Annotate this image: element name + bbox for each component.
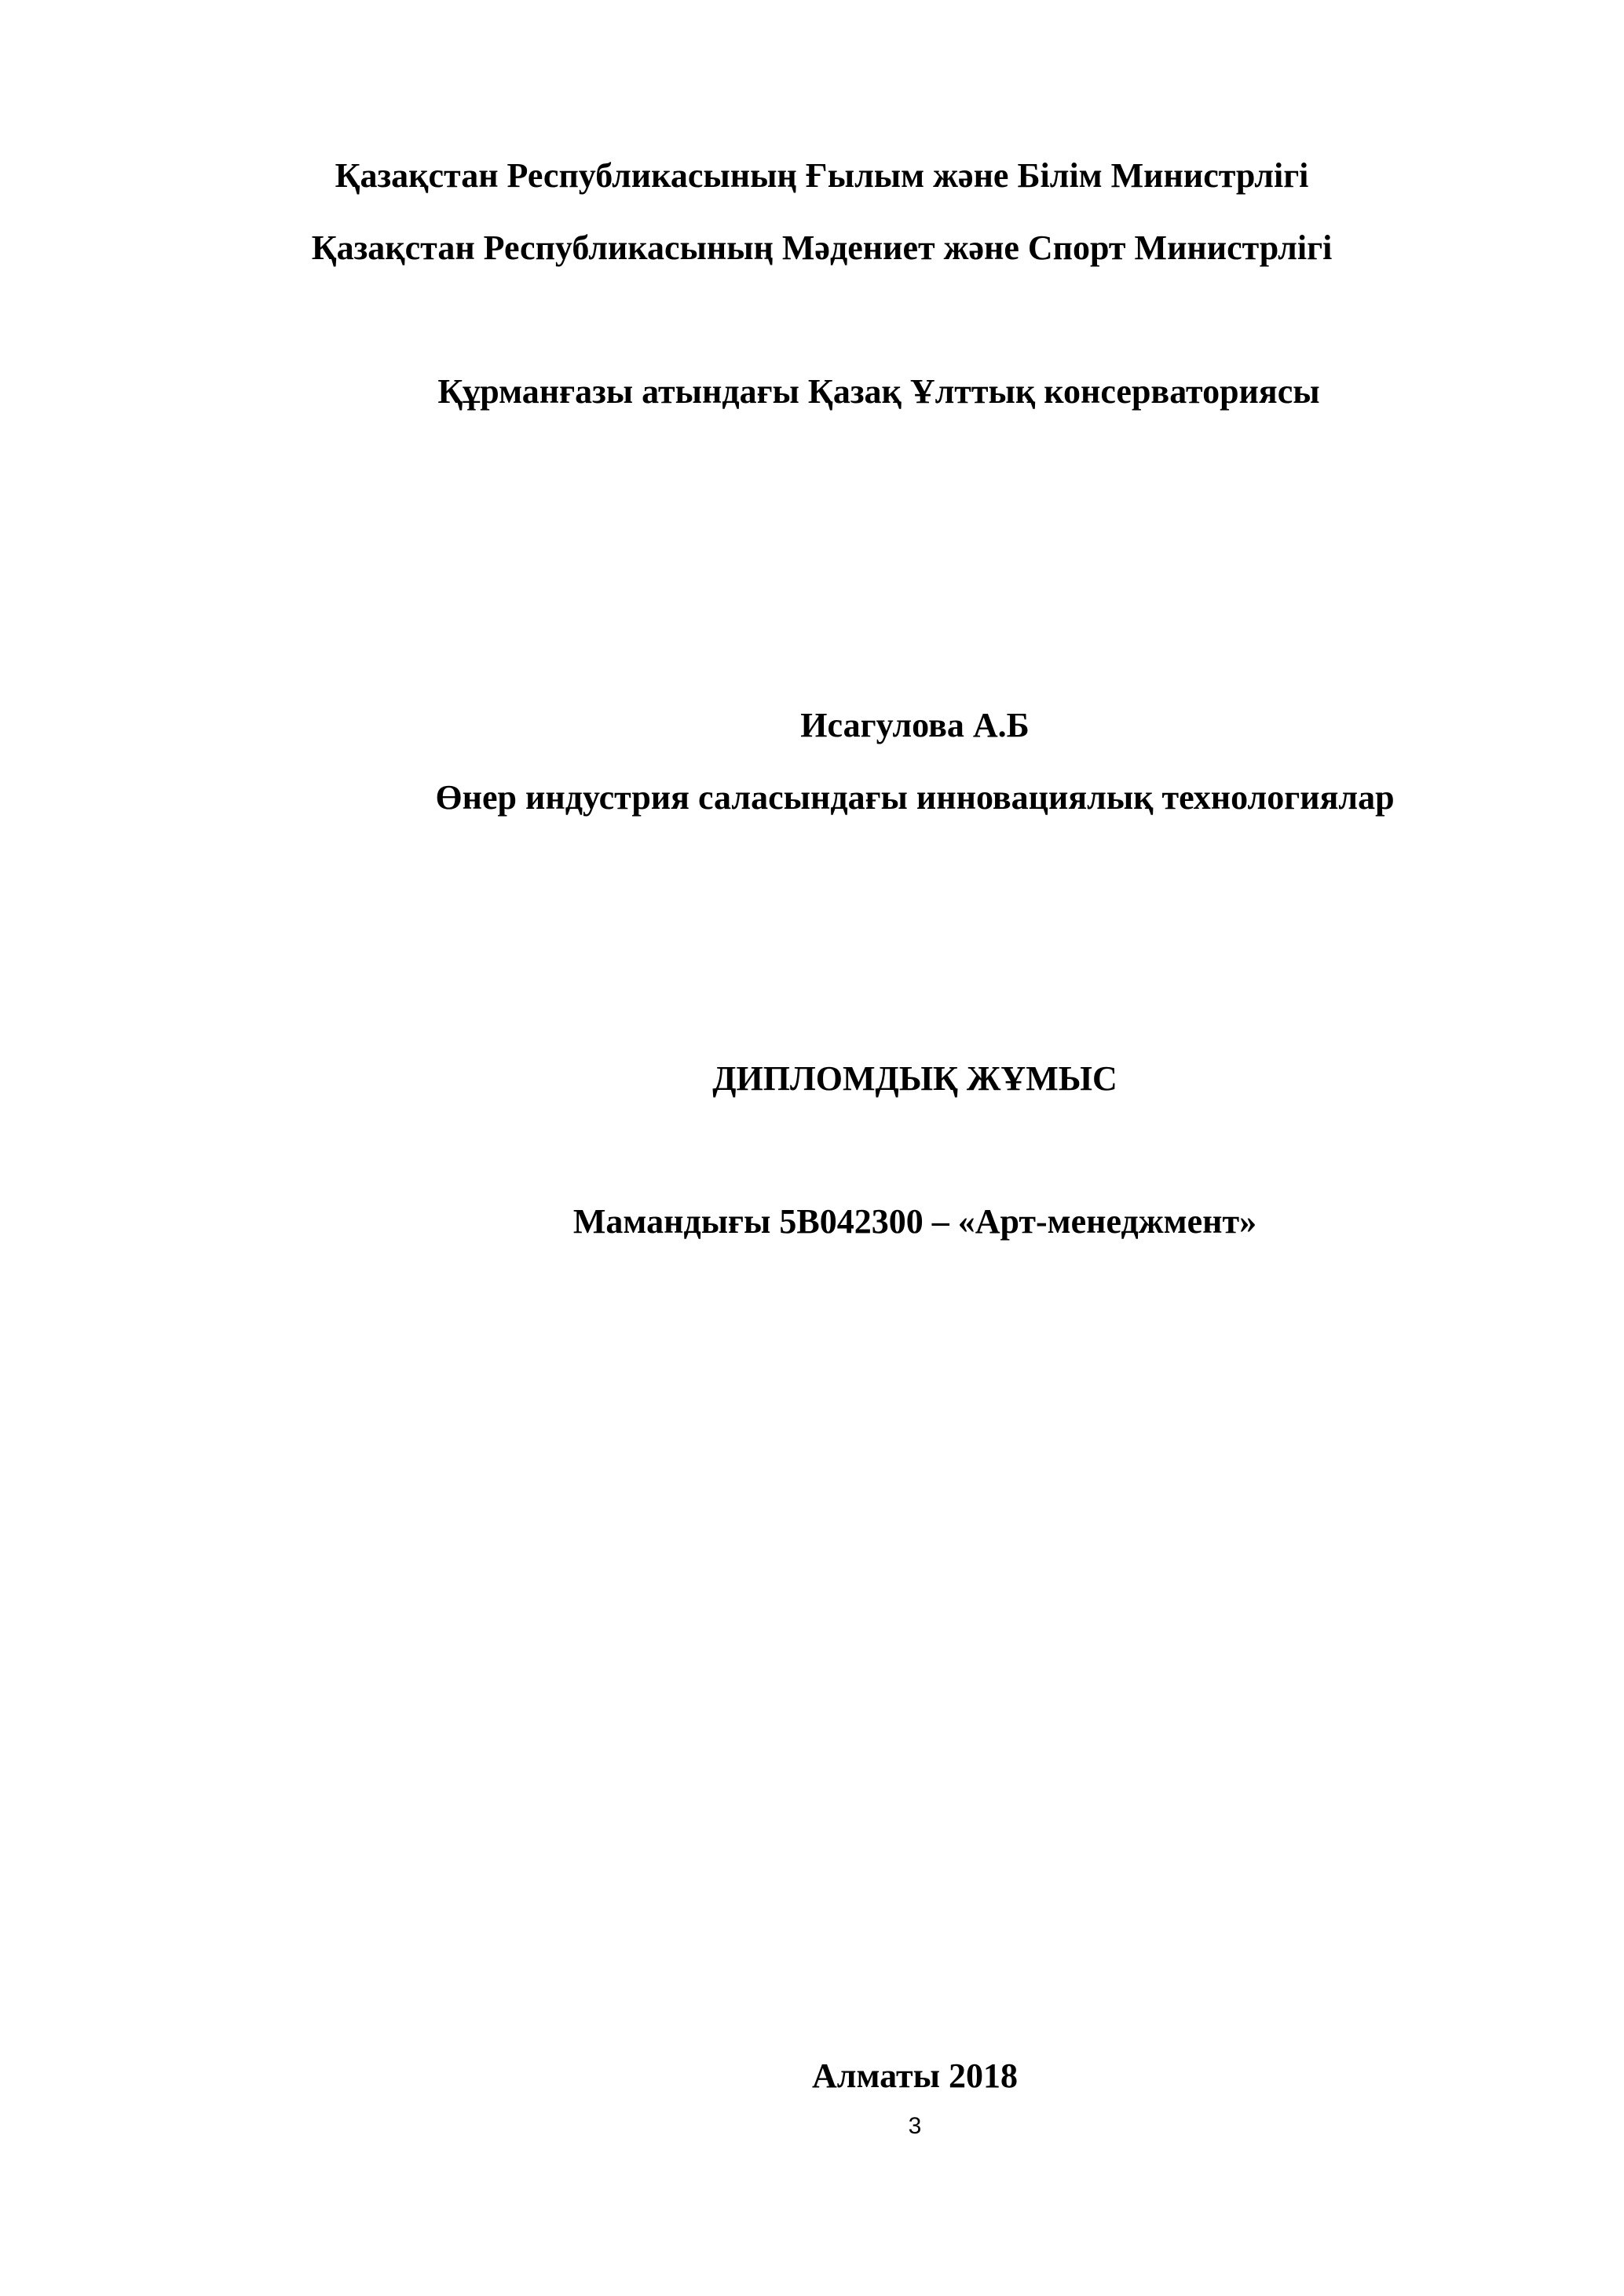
ministry-science-heading: Қазақстан Республикасының Ғылым және Білім Министрлігі xyxy=(335,156,1309,195)
institution-heading: Құрманғазы атындағы Қазақ Ұлттық консерваториясы xyxy=(437,372,1320,411)
page-number: 3 xyxy=(908,2113,922,2139)
specialty-line: Мамандығы 5В042300 – «Арт-менеджмент» xyxy=(572,1202,1257,1241)
work-type-heading: ДИПЛОМДЫҚ ЖҰМЫС xyxy=(712,1059,1117,1098)
ministry-culture-heading: Қазақстан Республикасының Мәдениет және Спорт Министрлігі xyxy=(311,229,1333,267)
author-name: Исагулова А.Б xyxy=(800,706,1030,744)
thesis-title: Өнер индустрия саласындағы инновациялық технологиялар xyxy=(435,778,1395,817)
place-year: Алматы 2018 xyxy=(812,2057,1018,2095)
